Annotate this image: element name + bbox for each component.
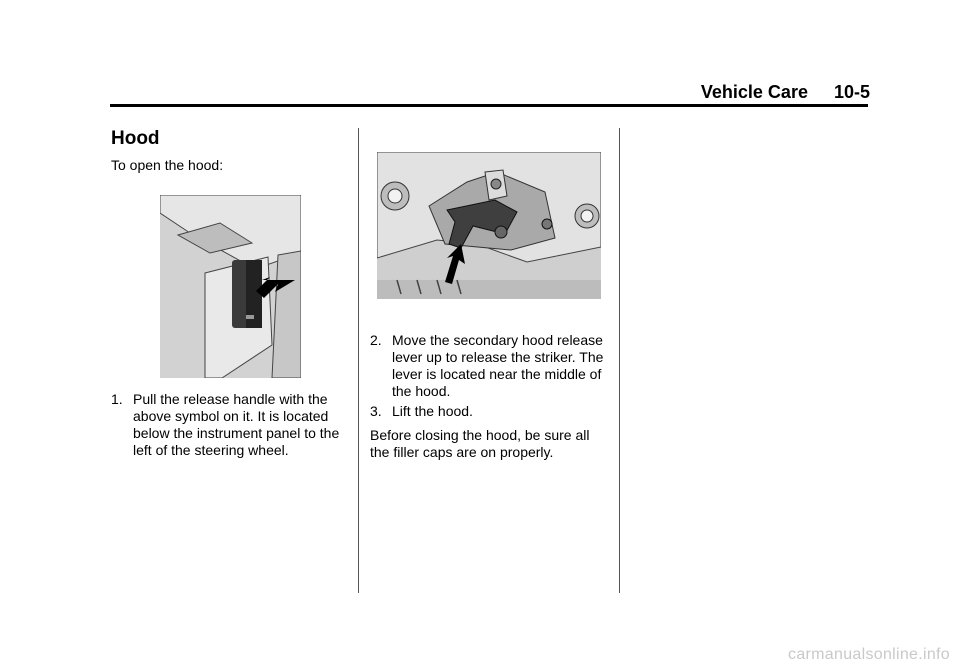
release-handle-illustration	[160, 195, 301, 378]
page-number: 10-5	[833, 82, 870, 102]
step-2	[370, 332, 610, 400]
step-1	[111, 391, 351, 459]
watermark: carmanualsonline.info	[788, 646, 950, 663]
step-number: 2.	[370, 332, 382, 348]
section-title: Vehicle Care	[700, 82, 808, 102]
step-3	[370, 403, 610, 420]
step-text: Move the secondary hood release lever up to release the striker. The lever is located near the middle of the hood.	[392, 332, 604, 399]
hood-latch-illustration	[377, 152, 601, 299]
header-rule	[110, 104, 868, 107]
column-divider-2	[619, 128, 620, 593]
closing-note: Before closing the hood, be sure all the filler caps are on properly.	[370, 427, 590, 460]
step-text: Lift the hood.	[392, 403, 473, 419]
intro-text: To open the hood:	[111, 157, 224, 173]
step-number: 3.	[370, 403, 382, 419]
step-number: 1.	[111, 391, 123, 407]
column-divider-1	[358, 128, 359, 593]
step-text: Pull the release handle with the above symbol on it. It is located below the instrument panel to the left of the steering wheel.	[133, 391, 340, 458]
page-header	[701, 82, 870, 103]
section-heading: Hood	[111, 128, 160, 149]
